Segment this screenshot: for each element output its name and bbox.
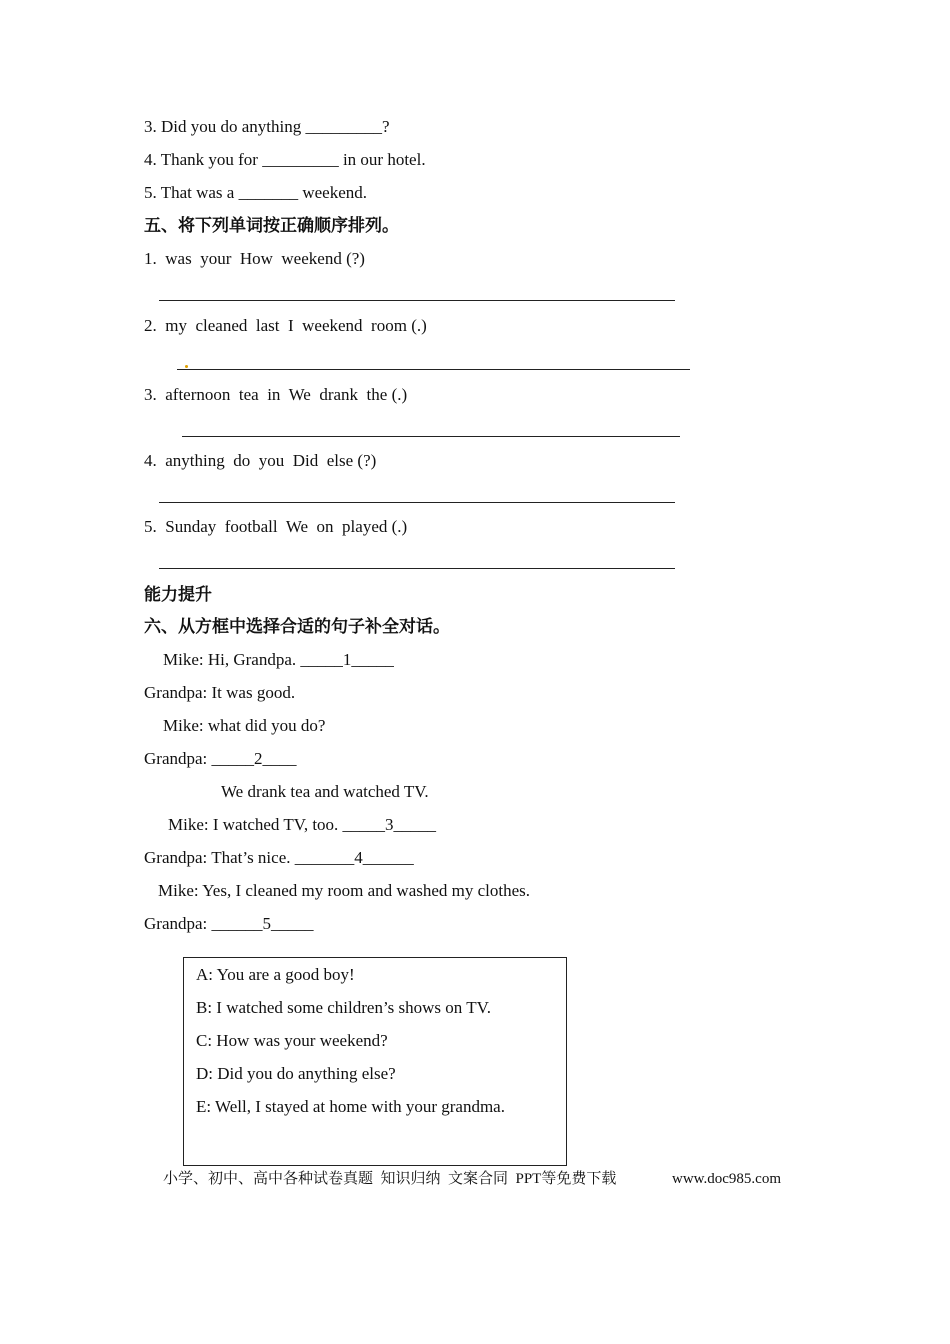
answer-line-1 <box>159 300 675 301</box>
option-c: C: How was your weekend? <box>196 1031 388 1050</box>
stray-mark <box>185 365 188 368</box>
footer-text: 小学、初中、高中各种试卷真题 知识归纳 文案合同 PPT等免费下载 <box>163 1171 617 1187</box>
reorder-item-5: 5. Sunday football We on played (.) <box>144 517 408 536</box>
dialogue-line: Grandpa: ______5_____ <box>144 914 314 933</box>
reorder-item-2: 2. my cleaned last I weekend room (.) <box>144 316 427 335</box>
option-e: E: Well, I stayed at home with your grandma. <box>196 1097 505 1116</box>
reorder-item-3: 3. afternoon tea in We drank the (.) <box>144 385 408 404</box>
option-b: B: I watched some children’s shows on TV. <box>196 998 491 1017</box>
dialogue-line: Mike: Hi, Grandpa. _____1_____ <box>163 650 394 669</box>
dialogue-line: Mike: I watched TV, too. _____3_____ <box>168 815 437 834</box>
dialogue-line: Mike: Yes, I cleaned my room and washed my clothes. <box>158 881 531 900</box>
footer-url[interactable]: www.doc985.com <box>672 1171 782 1187</box>
section6-title: 六、从方框中选择合适的句子补全对话。 <box>144 617 450 637</box>
dialogue-line: Mike: what did you do? <box>163 716 326 735</box>
answer-line-3 <box>182 436 680 437</box>
fill-blank-item-3: 3. Did you do anything _________? <box>144 117 390 136</box>
dialogue-line: Grandpa: It was good. <box>144 683 296 702</box>
reorder-item-4: 4. anything do you Did else (?) <box>144 451 377 470</box>
answer-line-5 <box>159 568 675 569</box>
answer-line-4 <box>159 502 675 503</box>
option-d: D: Did you do anything else? <box>196 1064 396 1083</box>
fill-blank-item-5: 5. That was a _______ weekend. <box>144 183 367 202</box>
options-box <box>183 957 567 1166</box>
dialogue-line: Grandpa: That’s nice. _______4______ <box>144 848 414 867</box>
reorder-item-1: 1. was your How weekend (?) <box>144 249 365 268</box>
answer-line-2 <box>177 369 690 370</box>
dialogue-line: Grandpa: _____2____ <box>144 749 297 768</box>
section5-title: 五、将下列单词按正确顺序排列。 <box>144 216 399 236</box>
dialogue-line: We drank tea and watched TV. <box>221 782 429 801</box>
ability-title: 能力提升 <box>144 585 212 605</box>
fill-blank-item-4: 4. Thank you for _________ in our hotel. <box>144 150 426 169</box>
option-a: A: You are a good boy! <box>196 965 355 984</box>
